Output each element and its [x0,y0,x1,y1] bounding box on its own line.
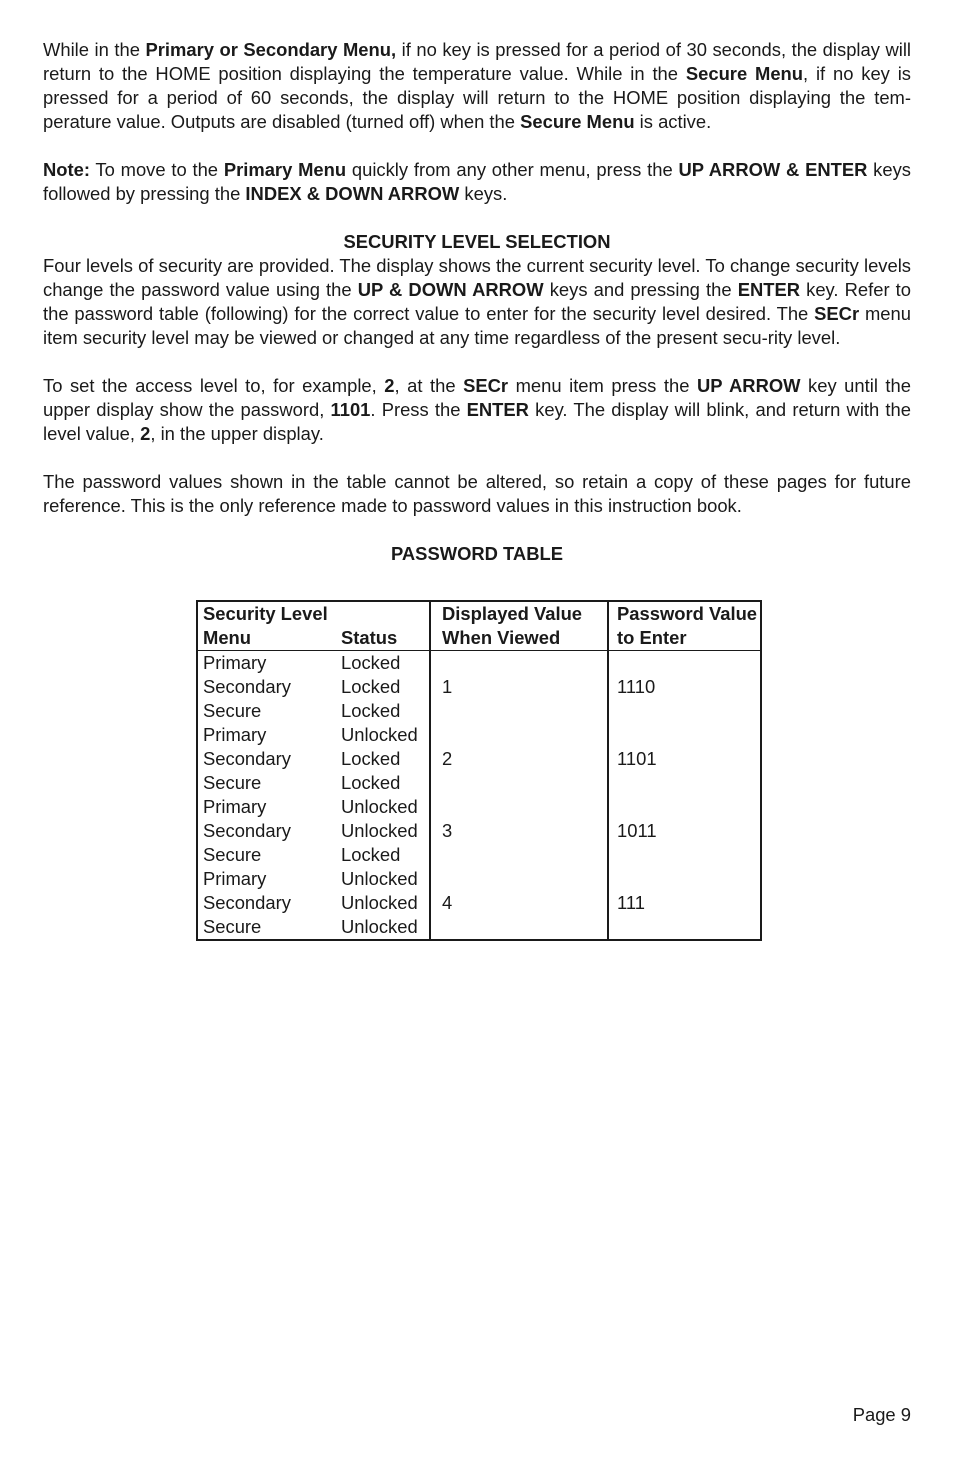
menu-cell: Secondary [203,892,291,913]
menu-cell: Secure [203,772,262,793]
status-cell: Locked [341,652,401,673]
menu-cell: Secure [203,844,262,865]
status-cell: Unlocked [341,868,418,889]
password-value-cell: 1110 [617,676,656,697]
displayed-value-cell: 1 [430,651,608,724]
menu-cell: Primary [203,868,267,889]
header-displayed-value: Displayed Value When Viewed [430,601,608,651]
status-cell: Locked [341,748,401,769]
displayed-value-cell: 3 [430,795,608,867]
document-body [43,38,911,572]
password-value-cell: 1101 [617,748,657,769]
displayed-value-cell: 4 [430,867,608,940]
paragraph-example: To set the access level to, for example, 2, at the SECr menu item press the UP ARROW key until the upper display show the password, 1101. Press the ENTER key. The display will blink, and return with the level value, 2, in the upper display. [43,375,911,444]
status-cell: Unlocked [341,820,418,841]
menu-cell: Secondary [203,820,291,841]
status-cell: Locked [341,844,401,865]
status-cell: Unlocked [341,916,418,937]
table-row [197,723,761,795]
header-security-level: Security Level [203,603,328,624]
table-row [197,795,761,867]
status-cell: Locked [341,772,401,793]
page-number: Page 9 [852,1404,911,1425]
menu-cell: Secondary [203,748,291,769]
paragraph-retain-copy: The password values shown in the table cannot be altered, so retain a copy of these pages for future reference. This is the only reference made to password values in this instruction book. [43,471,911,516]
displayed-value-cell: 2 [430,723,608,795]
table-row [197,651,761,724]
menu-cell: Primary [203,796,267,817]
menu-cell: Secure [203,916,262,937]
header-password-value: Password Value to Enter [608,601,761,651]
status-cell: Locked [341,700,401,721]
menu-cell: Primary [203,724,267,745]
password-table-title: PASSWORD TABLE [391,543,563,564]
password-value-cell: 1011 [617,820,657,841]
status-cell: Unlocked [341,724,418,745]
menu-cell: Primary [203,652,267,673]
password-table [196,600,762,941]
password-value-cell: 111 [617,892,645,913]
menu-cell: Secure [203,700,262,721]
paragraph-note: Note: To move to the Primary Menu quickly from any other menu, press the UP ARROW & ENTER keys followed by pressing the INDEX & DOWN ARROW keys. [43,159,911,204]
header-status: Status [341,601,430,651]
status-cell: Unlocked [341,892,418,913]
menu-cell: Secondary [203,676,291,697]
status-cell: Unlocked [341,796,418,817]
header-menu: Security Level Menu [197,601,341,651]
paragraph-menu-timeout: While in the Primary or Secondary Menu, if no key is pressed for a period of 30 seconds, the display will return to the HOME position displaying the temperature value. While in the Secure Menu, if no key is pressed for a period of 60 seconds, the display will return to the HOME position displaying the tem-perature value. Outputs are disabled (turned off) when the Secure Menu is active. [43,39,911,132]
status-cell: Locked [341,676,401,697]
password-table-header [197,601,761,651]
table-row [197,867,761,940]
paragraph-security-levels: Four levels of security are provided. The display shows the current security level. To change security levels change the password value using the UP & DOWN ARROW keys and pressing the ENTER key. Refer to the password table (following) for the correct value to enter for the security level desired. The SECr menu item security level may be viewed or changed at any time regardless of the present secu-rity level. [43,255,912,348]
security-level-heading: SECURITY LEVEL SELECTION [343,231,611,252]
